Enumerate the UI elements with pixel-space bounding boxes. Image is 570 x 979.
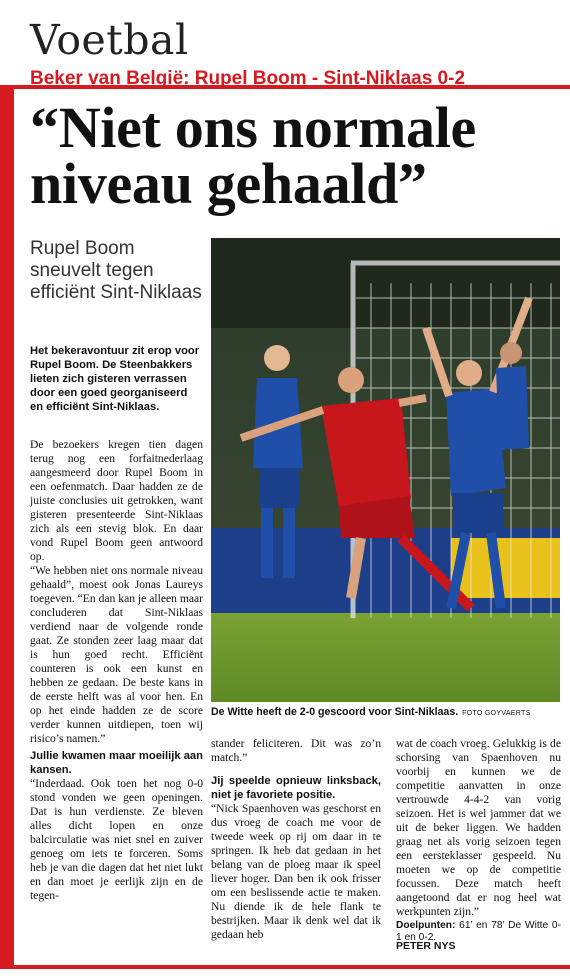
red-rule-left <box>0 85 14 969</box>
photo-caption <box>211 706 561 718</box>
match-photo <box>211 238 560 702</box>
lead-paragraph: Het bekeravontuur zit erop voor Rupel Boom. De Steenbakkers lieten zich gisteren verrassen door een goed georganiseerd en efficiënt Sint-Niklaas. <box>30 345 200 413</box>
article-column-2 <box>211 737 381 942</box>
photo-credit: FOTO GOYVAERTS <box>462 710 531 717</box>
paragraph: wat de coach vroeg. Gelukkig is de schorsing van Spaenhoven nu voorbij en kunnen we de competitie aanvatten in onze vertrouwde 4-4-2 van vorig seizoen. Het is wel jammer dat we uit de beker liggen. We hadden graag net als vorig seizoen tegen een eersteklasser gespeeld. Nu moeten we op de competitie focussen. Deze match heeft aangetoond dat er nog heel wat werkpunten zijn.” <box>396 737 561 918</box>
section-title: Voetbal <box>30 16 189 64</box>
author-byline: PETER NYS <box>396 940 456 952</box>
article-column-3 <box>396 737 561 944</box>
paragraph: “Nick Spaenhoven was geschorst en dus vroeg de coach me voor de tweede week op rij om daar in te springen. Ik heb dat gedaan in het belang van de ploeg maar ik speel liever hoger. Dan ben ik ook frisser om een beslissende actie te maken. Nu diende ik de hele flank te bestrijken. Maar ik denk wel dat ik gedaan heb <box>211 802 381 941</box>
paragraph: stander feliciteren. Dit was zo’n match.” <box>211 737 381 764</box>
goals-label: Doelpunten: <box>396 920 456 931</box>
red-rule-bottom <box>0 965 570 969</box>
question-subhead: Jij speelde opnieuw linksback, niet je favoriete positie. <box>211 775 381 801</box>
goals-text: 61’ en 78’ De Witte 0-1 en 0-2. <box>396 920 561 943</box>
caption-text: De Witte heeft de 2-0 gescoord voor Sint-Niklaas. <box>211 706 459 718</box>
paragraph: De bezoekers kregen tien dagen terug nog een forfaitnederlaag aangesmeerd door Rupel Boom in een oefenmatch. Daar hadden ze de juiste conclusies uit getrokken, want gisteren presenteerde Sint-Niklaas zich als een stevig blok. En daar vond Rupel Boom geen antwoord op. <box>30 438 203 563</box>
article-column-1 <box>30 438 203 903</box>
question-subhead: Jullie kwamen maar moeilijk aan kansen. <box>30 750 203 776</box>
paragraph: “We hebben niet ons normale niveau gehaald”, moest ook Jonas Laureys toegeven. “En dan kan je alleen maar concluderen dat Sint-Niklaas verdiend naar de volgende ronde gaat. Ze stonden zeer laag maar dat is hun goed recht. Efficiënt counteren is ook een kunst en hebben ze gedaan. De beste kans in de eerste helft was al voor hen. En op het einde hadden ze de score verder kunnen uitdiepen, toen wij risico’s namen.” <box>30 564 203 745</box>
intro-deck: Rupel Boom sneuvelt tegen efficiënt Sint-Niklaas <box>30 238 202 303</box>
paragraph: “Inderdaad. Ook toen het nog 0-0 stond vonden we geen openingen. Dat is hun verdienste. Ze bleven alles dicht lopen en onze balcirculatie was niet snel en zuiver genoeg om iets te forceren. Soms heb je van die dagen dat het niet lukt en dan moet je eerlijk zijn en de tegen- <box>30 777 203 902</box>
kicker: Beker van België: Rupel Boom - Sint-Niklaas 0-2 <box>30 68 466 89</box>
headline: “Niet ons normale niveau gehaald” <box>30 95 476 216</box>
